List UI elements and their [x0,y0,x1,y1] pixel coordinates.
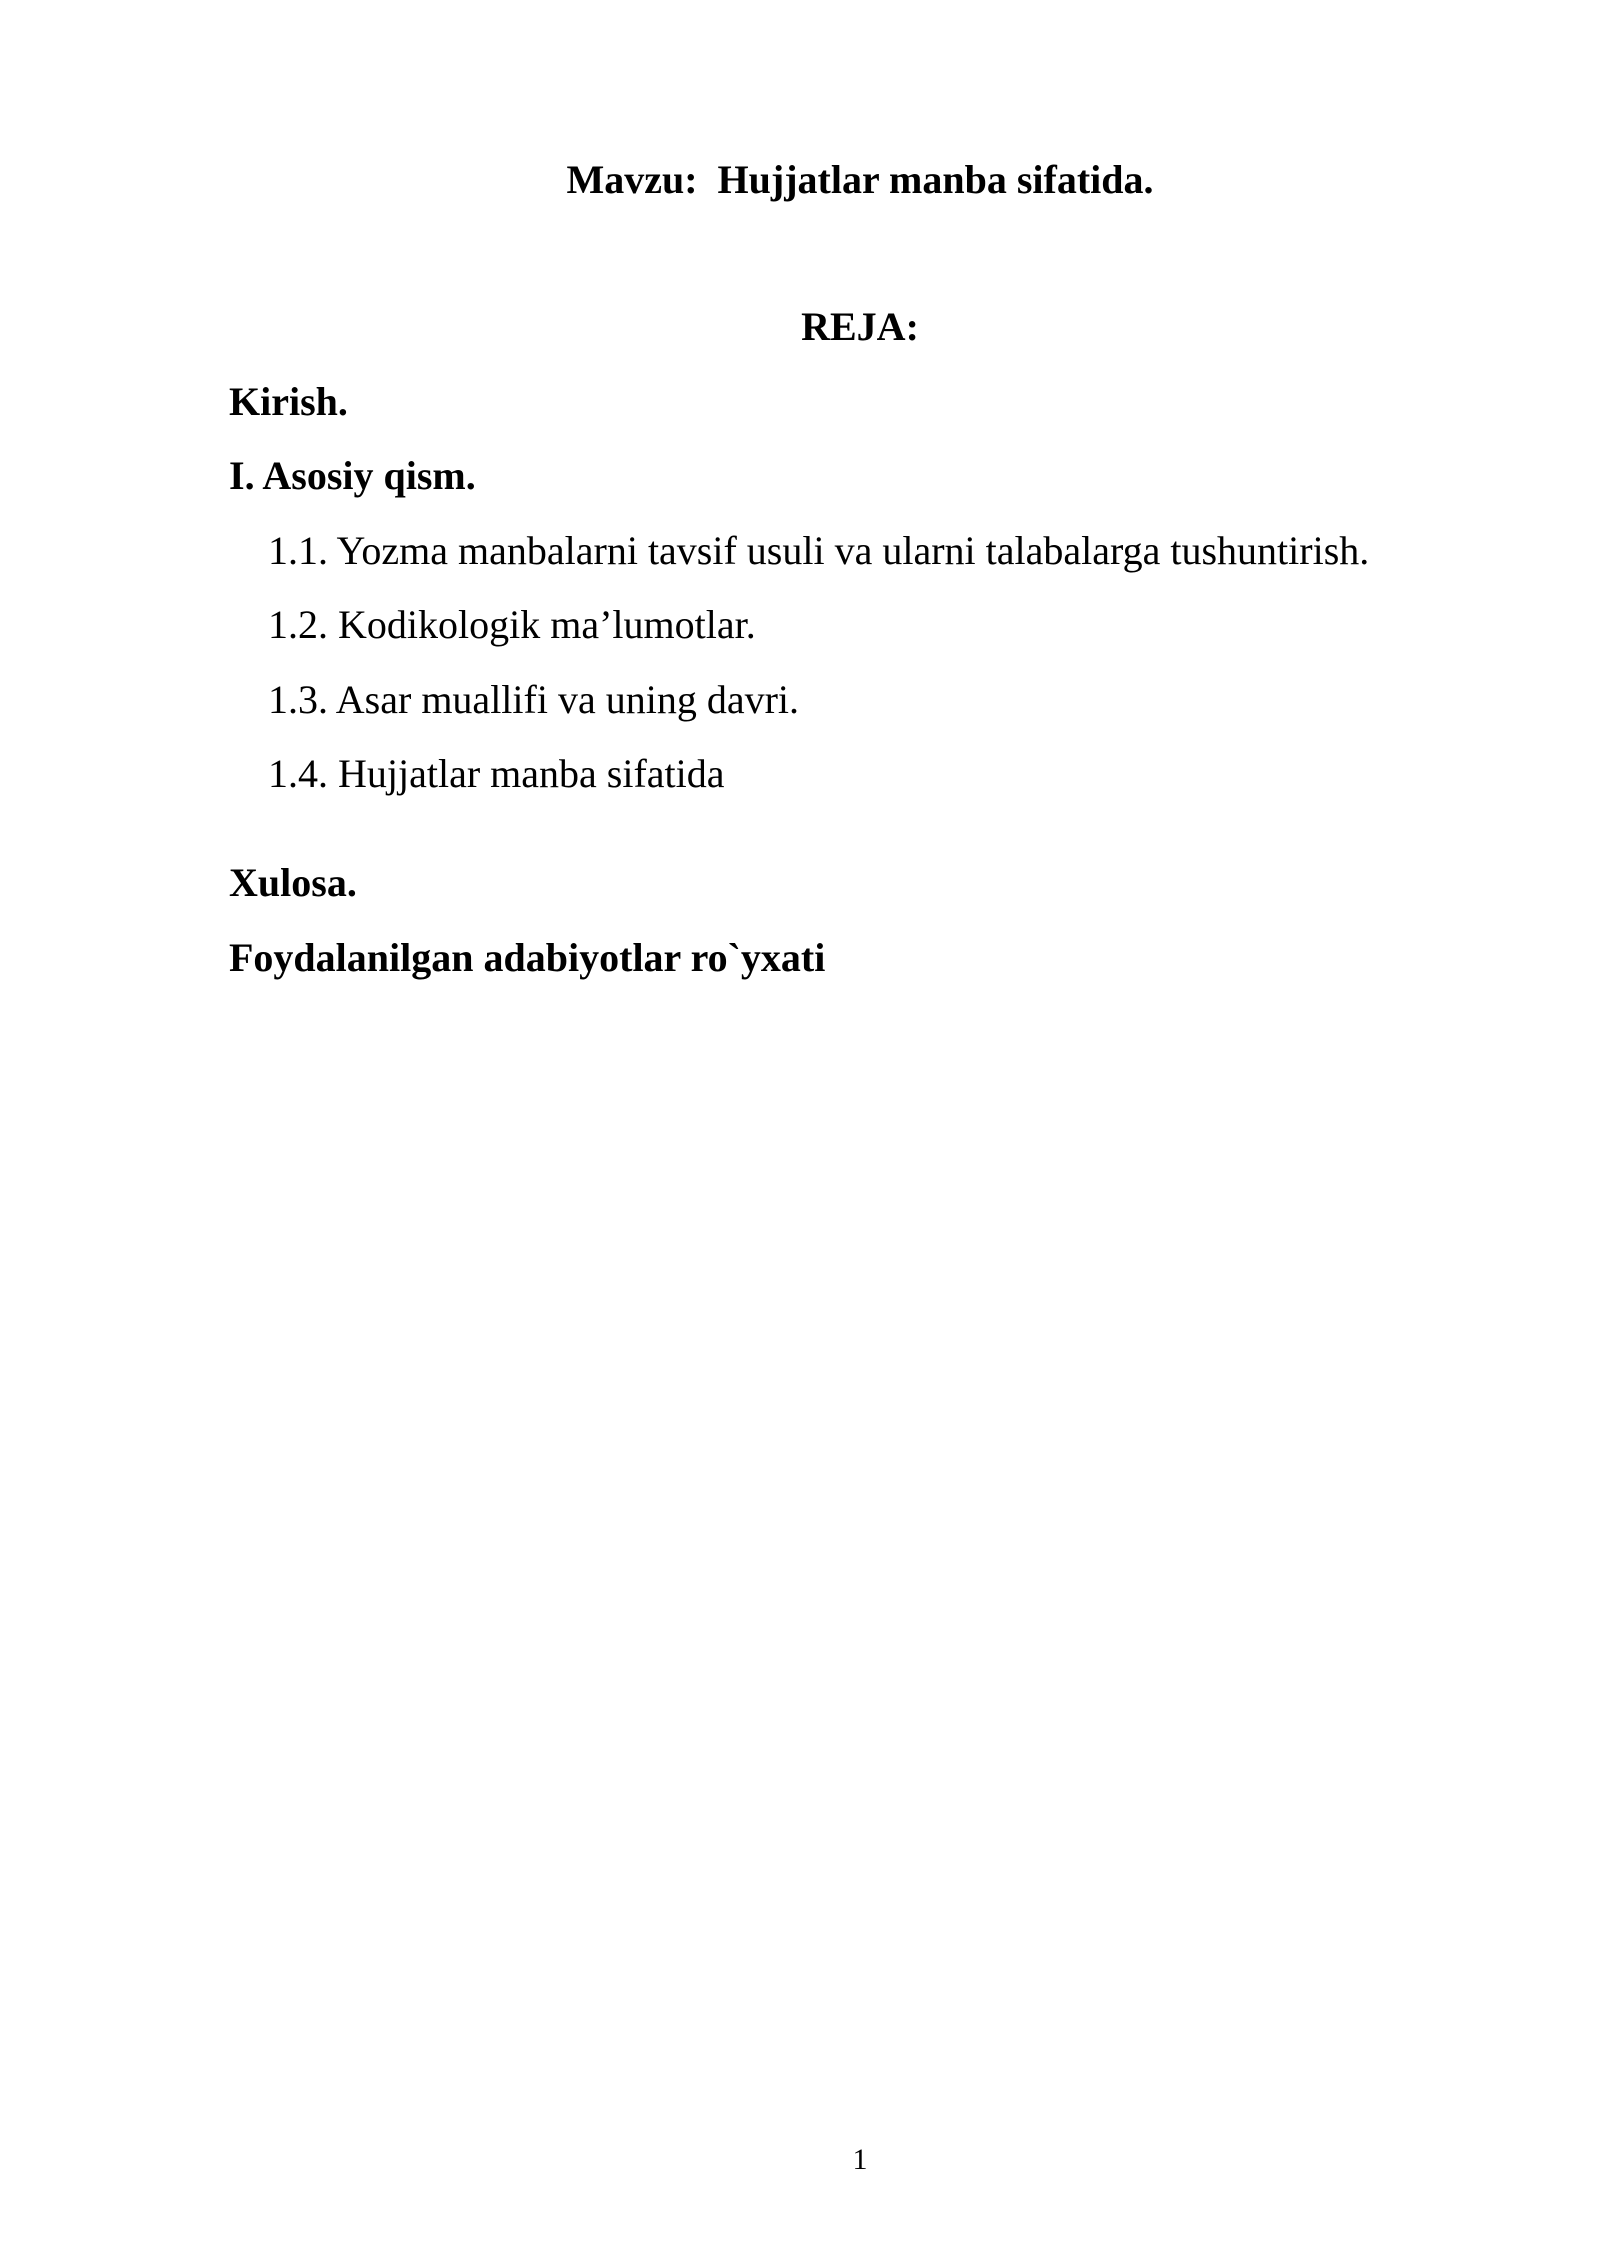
plan-subitem: 1.4. Hujjatlar manba sifatida [268,751,725,796]
document-title: Mavzu: Hujjatlar manba sifatida. [566,157,1154,202]
plan-heading: REJA: [801,304,919,349]
plan-item-main-part: I. Asosiy qism. [229,453,476,498]
plan-subitem: 1.1. Yozma manbalarni tavsif usuli va ularni talabalarga tushuntirish. [268,528,1370,573]
plan-subitem: 1.2. Kodikologik ma’lumotlar. [268,602,756,647]
plan-item-references: Foydalanilgan adabiyotlar ro`yxati [229,935,826,980]
plan-subitem: 1.3. Asar muallifi va uning davri. [268,677,800,722]
page-number: 1 [852,2143,868,2176]
plan-item-intro: Kirish. [229,379,348,424]
plan-item-conclusion: Xulosa. [229,860,357,905]
